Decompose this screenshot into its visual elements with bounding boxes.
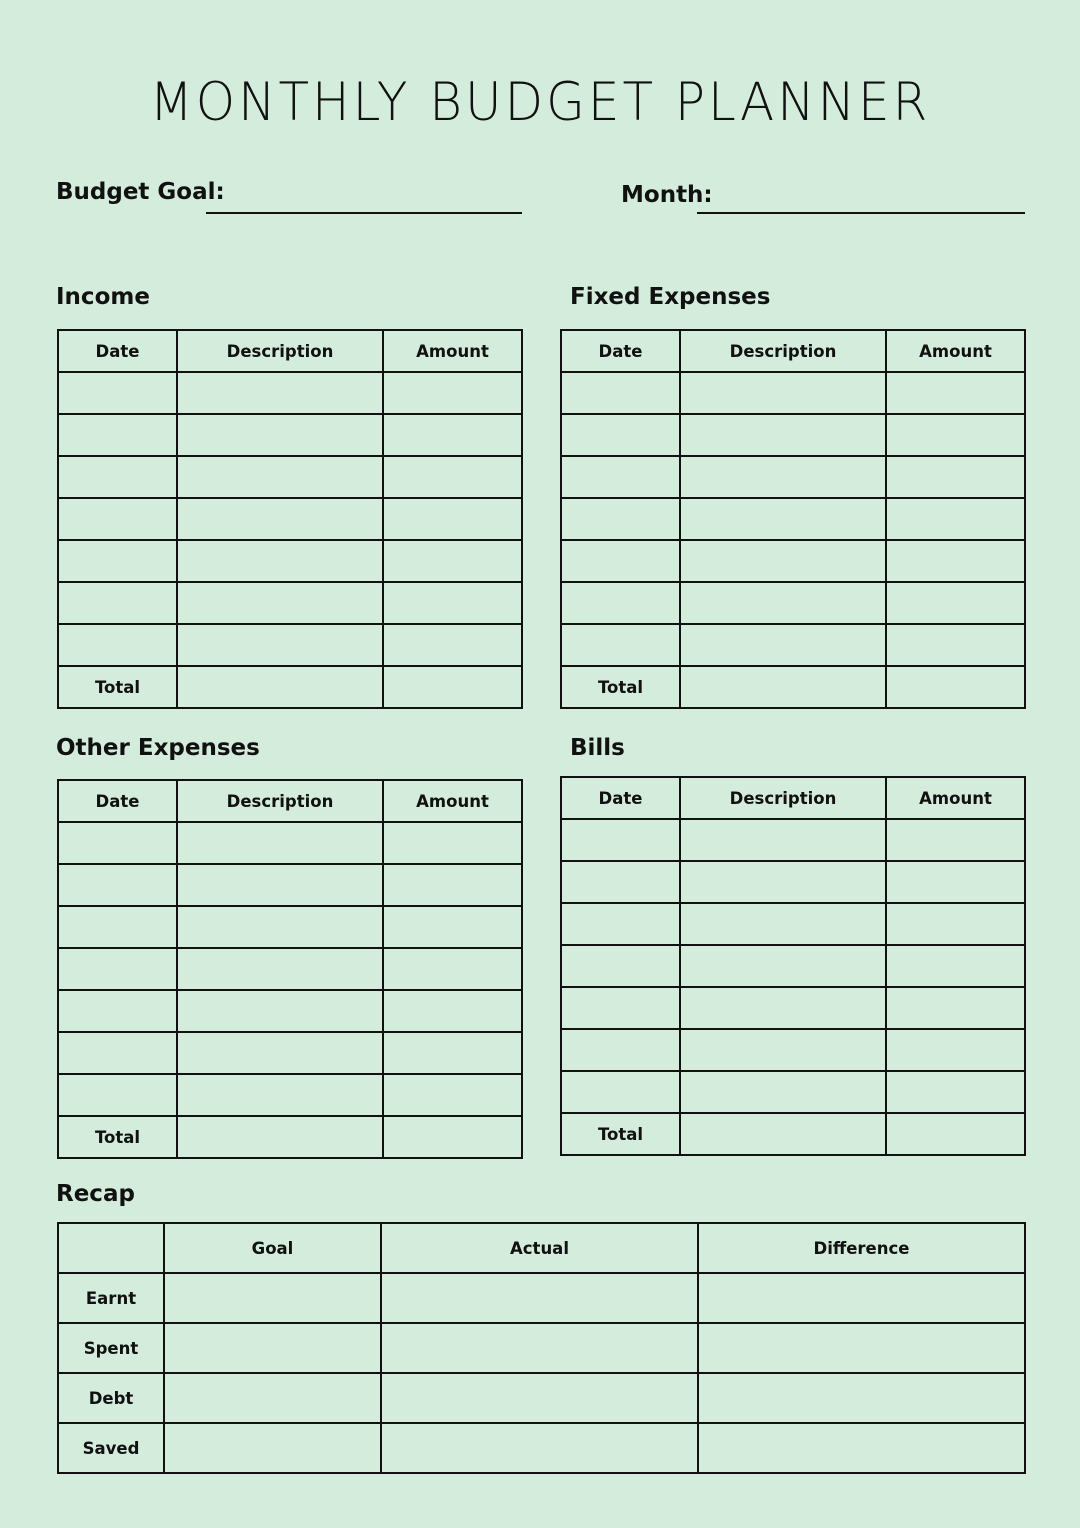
table-row (58, 822, 522, 864)
description-cell[interactable] (680, 372, 886, 414)
table-row (58, 372, 522, 414)
actual-cell[interactable] (381, 1273, 698, 1323)
description-cell[interactable] (680, 1029, 886, 1071)
table-row (561, 1071, 1025, 1113)
date-cell[interactable] (58, 456, 177, 498)
column-header-description: Description (680, 330, 886, 372)
date-cell[interactable] (58, 498, 177, 540)
goal-cell[interactable] (164, 1423, 381, 1473)
amount-cell[interactable] (383, 582, 522, 624)
goal-cell[interactable] (164, 1323, 381, 1373)
recap-row-debt (58, 1373, 1025, 1423)
amount-cell[interactable] (383, 456, 522, 498)
column-header-goal: Goal (164, 1223, 381, 1273)
date-cell[interactable] (58, 372, 177, 414)
date-cell[interactable] (58, 1032, 177, 1074)
description-cell[interactable] (177, 906, 383, 948)
column-header-date: Date (561, 777, 680, 819)
recap-corner-cell (58, 1223, 164, 1273)
table-row (561, 624, 1025, 666)
column-header-description: Description (680, 777, 886, 819)
description-cell[interactable] (177, 666, 383, 708)
amount-cell[interactable] (886, 456, 1025, 498)
description-cell[interactable] (177, 1074, 383, 1116)
amount-cell[interactable] (886, 414, 1025, 456)
difference-cell[interactable] (698, 1323, 1025, 1373)
row-label-earnt: Earnt (58, 1273, 164, 1323)
column-header-amount: Amount (886, 777, 1025, 819)
description-cell[interactable] (177, 456, 383, 498)
amount-cell[interactable] (886, 861, 1025, 903)
description-cell[interactable] (680, 1113, 886, 1155)
description-cell[interactable] (177, 864, 383, 906)
table-row (58, 624, 522, 666)
total-amount-cell[interactable] (383, 666, 522, 708)
description-cell[interactable] (177, 540, 383, 582)
amount-cell[interactable] (383, 498, 522, 540)
date-cell[interactable] (561, 498, 680, 540)
other-expenses-title: Other Expenses (56, 735, 260, 761)
date-cell[interactable] (58, 582, 177, 624)
description-cell[interactable] (177, 822, 383, 864)
date-cell[interactable] (561, 414, 680, 456)
amount-cell[interactable] (383, 624, 522, 666)
amount-cell[interactable] (886, 903, 1025, 945)
column-header-amount: Amount (886, 330, 1025, 372)
recap-row-spent (58, 1323, 1025, 1373)
table-row (58, 864, 522, 906)
description-cell[interactable] (177, 1116, 383, 1158)
row-label-saved: Saved (58, 1423, 164, 1473)
total-label: Total (58, 666, 177, 708)
amount-cell[interactable] (383, 540, 522, 582)
amount-cell[interactable] (383, 414, 522, 456)
description-cell[interactable] (177, 372, 383, 414)
date-cell[interactable] (561, 372, 680, 414)
total-row (561, 1113, 1025, 1155)
description-cell[interactable] (680, 945, 886, 987)
month-field[interactable] (697, 212, 1025, 214)
table-header-row (58, 330, 522, 372)
total-row (561, 666, 1025, 708)
date-cell[interactable] (58, 906, 177, 948)
row-label-spent: Spent (58, 1323, 164, 1373)
budget-goal-label: Budget Goal: (56, 179, 225, 205)
goal-cell[interactable] (164, 1373, 381, 1423)
amount-cell[interactable] (886, 540, 1025, 582)
date-cell[interactable] (58, 864, 177, 906)
date-cell[interactable] (561, 624, 680, 666)
amount-cell[interactable] (886, 987, 1025, 1029)
table-row (58, 948, 522, 990)
date-cell[interactable] (58, 948, 177, 990)
page-title: MONTHLY BUDGET PLANNER (149, 71, 931, 133)
total-amount-cell[interactable] (886, 1113, 1025, 1155)
recap-row-earnt (58, 1273, 1025, 1323)
description-cell[interactable] (177, 582, 383, 624)
description-cell[interactable] (680, 903, 886, 945)
actual-cell[interactable] (381, 1423, 698, 1473)
recap-title: Recap (56, 1181, 135, 1207)
amount-cell[interactable] (886, 819, 1025, 861)
difference-cell[interactable] (698, 1273, 1025, 1323)
date-cell[interactable] (561, 987, 680, 1029)
description-cell[interactable] (680, 666, 886, 708)
date-cell[interactable] (561, 903, 680, 945)
table-row (561, 414, 1025, 456)
total-amount-cell[interactable] (886, 666, 1025, 708)
description-cell[interactable] (177, 498, 383, 540)
description-cell[interactable] (680, 582, 886, 624)
total-label: Total (561, 666, 680, 708)
column-header-description: Description (177, 780, 383, 822)
description-cell[interactable] (680, 456, 886, 498)
amount-cell[interactable] (383, 990, 522, 1032)
date-cell[interactable] (58, 414, 177, 456)
table-row (58, 1032, 522, 1074)
description-cell[interactable] (177, 990, 383, 1032)
column-header-difference: Difference (698, 1223, 1025, 1273)
column-header-amount: Amount (383, 780, 522, 822)
bills-table (560, 776, 1026, 1156)
date-cell[interactable] (58, 990, 177, 1032)
description-cell[interactable] (680, 540, 886, 582)
column-header-amount: Amount (383, 330, 522, 372)
description-cell[interactable] (680, 1071, 886, 1113)
description-cell[interactable] (177, 1032, 383, 1074)
table-row (561, 540, 1025, 582)
column-header-date: Date (58, 330, 177, 372)
date-cell[interactable] (561, 456, 680, 498)
date-cell[interactable] (58, 624, 177, 666)
difference-cell[interactable] (698, 1423, 1025, 1473)
table-row (58, 1074, 522, 1116)
description-cell[interactable] (177, 948, 383, 990)
date-cell[interactable] (58, 1074, 177, 1116)
recap-table (57, 1222, 1026, 1474)
amount-cell[interactable] (383, 822, 522, 864)
date-cell[interactable] (561, 819, 680, 861)
table-row (561, 861, 1025, 903)
table-header-row (561, 777, 1025, 819)
description-cell[interactable] (680, 624, 886, 666)
column-header-date: Date (561, 330, 680, 372)
date-cell[interactable] (561, 861, 680, 903)
table-row (561, 987, 1025, 1029)
income-title: Income (56, 284, 150, 310)
amount-cell[interactable] (383, 864, 522, 906)
table-row (58, 906, 522, 948)
total-row (58, 666, 522, 708)
amount-cell[interactable] (383, 372, 522, 414)
table-row (561, 1029, 1025, 1071)
total-amount-cell[interactable] (383, 1116, 522, 1158)
recap-row-saved (58, 1423, 1025, 1473)
amount-cell[interactable] (886, 1029, 1025, 1071)
income-table (57, 329, 523, 709)
table-row (58, 582, 522, 624)
table-header-row (58, 780, 522, 822)
description-cell[interactable] (680, 819, 886, 861)
table-row (561, 945, 1025, 987)
fixed-expenses-title: Fixed Expenses (570, 284, 771, 310)
table-row (561, 456, 1025, 498)
table-row (58, 414, 522, 456)
description-cell[interactable] (177, 414, 383, 456)
total-label: Total (58, 1116, 177, 1158)
date-cell[interactable] (561, 540, 680, 582)
table-row (561, 819, 1025, 861)
table-row (561, 372, 1025, 414)
amount-cell[interactable] (383, 948, 522, 990)
description-cell[interactable] (177, 624, 383, 666)
date-cell[interactable] (561, 1029, 680, 1071)
date-cell[interactable] (561, 1071, 680, 1113)
amount-cell[interactable] (886, 624, 1025, 666)
description-cell[interactable] (680, 498, 886, 540)
table-row (561, 582, 1025, 624)
total-label: Total (561, 1113, 680, 1155)
amount-cell[interactable] (886, 582, 1025, 624)
row-label-debt: Debt (58, 1373, 164, 1423)
description-cell[interactable] (680, 987, 886, 1029)
actual-cell[interactable] (381, 1323, 698, 1373)
date-cell[interactable] (561, 945, 680, 987)
amount-cell[interactable] (383, 906, 522, 948)
amount-cell[interactable] (886, 945, 1025, 987)
table-row (561, 498, 1025, 540)
recap-header-row (58, 1223, 1025, 1273)
description-cell[interactable] (680, 414, 886, 456)
table-row (58, 990, 522, 1032)
other-expenses-table (57, 779, 523, 1159)
amount-cell[interactable] (383, 1074, 522, 1116)
date-cell[interactable] (58, 822, 177, 864)
date-cell[interactable] (561, 582, 680, 624)
difference-cell[interactable] (698, 1373, 1025, 1423)
description-cell[interactable] (680, 861, 886, 903)
amount-cell[interactable] (886, 1071, 1025, 1113)
amount-cell[interactable] (886, 498, 1025, 540)
table-row (58, 498, 522, 540)
fixed-expenses-table (560, 329, 1026, 709)
amount-cell[interactable] (886, 372, 1025, 414)
column-header-description: Description (177, 330, 383, 372)
table-header-row (561, 330, 1025, 372)
total-row (58, 1116, 522, 1158)
bills-title: Bills (570, 735, 625, 761)
month-label: Month: (621, 182, 713, 208)
budget-goal-field[interactable] (206, 212, 522, 214)
date-cell[interactable] (58, 540, 177, 582)
table-row (58, 456, 522, 498)
goal-cell[interactable] (164, 1273, 381, 1323)
column-header-actual: Actual (381, 1223, 698, 1273)
table-row (58, 540, 522, 582)
amount-cell[interactable] (383, 1032, 522, 1074)
table-row (561, 903, 1025, 945)
actual-cell[interactable] (381, 1373, 698, 1423)
column-header-date: Date (58, 780, 177, 822)
